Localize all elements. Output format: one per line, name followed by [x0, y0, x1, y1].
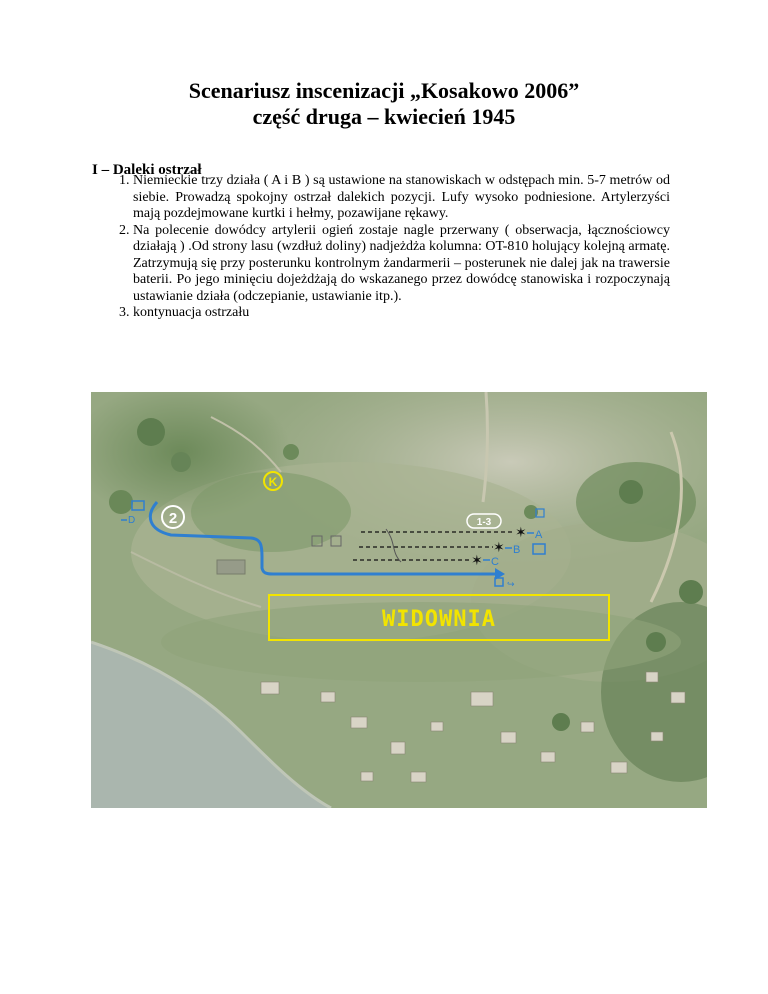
list-item: 1. Niemieckie trzy działa ( A i B ) są ustawione na stanowiskach w odstępach min. 5-7 metrów od siebie. Prowadzą spokojny ostrzał dalekich pozycji. Lufy wysoko podniesione. Artylerzyści mają pozdejmowane kurtki i hełmy, pozawijane rękawy.: [133, 173, 670, 223]
list-item: 2. Na polecenie dowódcy artylerii ogień zostaje nagle przerwany ( obserwacja, łącznościowcy działają ) .Od strony lasu (wzdłuż doliny) nadjeżdża kolumna: OT-810 holujący kolejną armatę. Zatrzymują się przy posterunku kontrolnym żandarmerii – posterunek nie dalej jak na trawersie baterii. Po jego minięciu dojeżdżają do wskazanego przez dowódcę stanowiska i rozpoczynają ustawianie działa (odczepianie, ustawianie itp.).: [133, 223, 670, 306]
aerial-map: [91, 392, 707, 808]
checkpoint-label: K: [268, 475, 278, 489]
column-label: 2: [168, 510, 178, 527]
audience-label: WIDOWNIA: [382, 607, 496, 632]
position-a-label: A: [535, 529, 543, 541]
document-subtitle: część druga – kwiecień 1945: [252, 104, 516, 129]
gun-star: ✶: [515, 525, 527, 541]
hq-icon: [217, 560, 245, 574]
section-heading: I – Daleki ostrzał: [92, 162, 202, 178]
list-item: 3. kontynuacja ostrzału: [133, 305, 670, 322]
gun-star: ✶: [493, 540, 505, 556]
scenario-list: [110, 173, 670, 322]
arrow-icon: ↪: [507, 580, 515, 590]
position-c-label: C: [491, 556, 499, 568]
position-b-label: B: [513, 544, 521, 556]
battery-label: 1-3: [476, 517, 492, 528]
document-title: Scenariusz inscenizacji „Kosakowo 2006”: [188, 78, 580, 103]
gun-star: ✶: [471, 553, 483, 569]
position-d-label: D: [128, 515, 136, 526]
